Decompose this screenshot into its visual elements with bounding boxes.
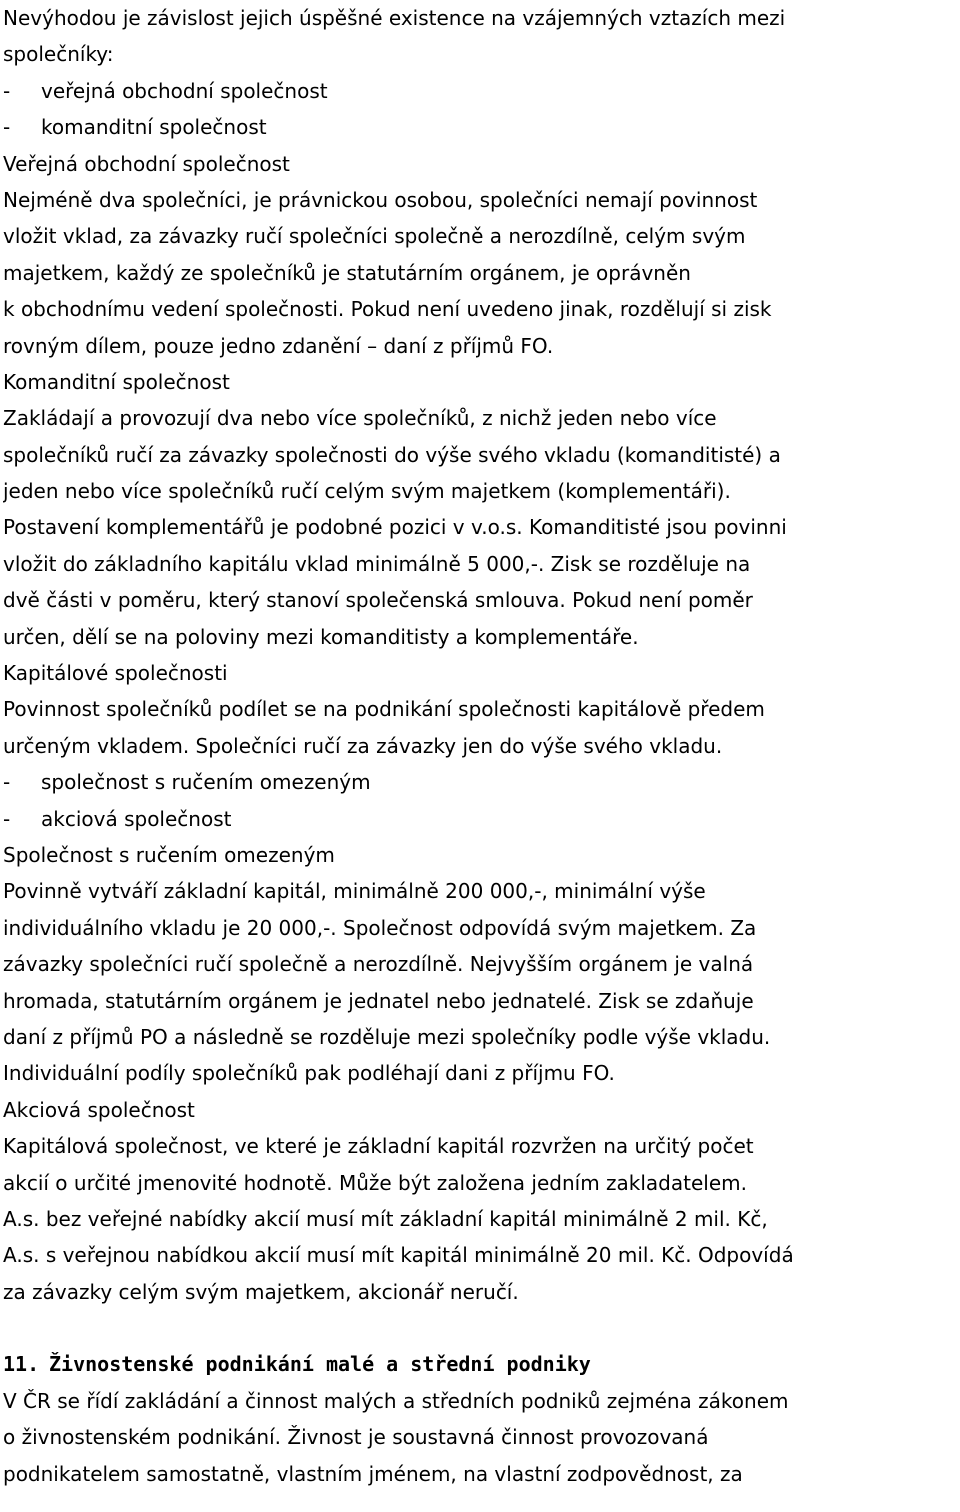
list-item-text: komanditní společnost [41,115,267,140]
paragraph-line: V ČR se řídí zakládání a činnost malých a středních podniků zejména zákonem [3,1388,789,1413]
paragraph-line: za závazky celým svým majetkem, akcionář neručí. [3,1279,519,1304]
section-title: Živnostenské podnikání malé a střední podniky [49,1352,591,1377]
subheading: Komanditní společnost [3,369,230,394]
paragraph-line: společníky: [3,42,114,67]
paragraph-line: vložit do základního kapitálu vklad minimálně 5 000,-. Zisk se rozděluje na [3,551,751,576]
list-item [3,764,952,800]
bullet-dash: - [3,115,11,140]
paragraph-line: A.s. s veřejnou nabídkou akcií musí mít kapitál minimálně 20 mil. Kč. Odpovídá [3,1243,794,1268]
paragraph-line: k obchodnímu vedení společnosti. Pokud není uvedeno jinak, rozdělují si zisk [3,297,772,322]
section-number: 11. [3,1352,40,1377]
paragraph-line: akcií o určité jmenovité hodnotě. Může být založena jedním zakladatelem. [3,1170,747,1195]
paragraph-line: Povinně vytváří základní kapitál, minimálně 200 000,-, minimální výše [3,879,706,904]
paragraph-line: závazky společníci ručí společně a nerozdílně. Nejvyšším orgánem je valná [3,952,754,977]
paragraph-line: Zakládají a provozují dva nebo více společníků, z nichž jeden nebo více [3,406,717,431]
list-item [3,109,952,145]
paragraph-line: daní z příjmů PO a následně se rozděluje mezi společníky podle výše vkladu. [3,1024,771,1049]
list-item-text: akciová společnost [41,806,232,831]
subheading: Akciová společnost [3,1097,195,1122]
bullet-dash: - [3,806,11,831]
paragraph-line: Povinnost společníků podílet se na podnikání společnosti kapitálově předem [3,697,765,722]
paragraph-line: individuálního vkladu je 20 000,-. Společnost odpovídá svým majetkem. Za [3,915,757,940]
subheading: Kapitálové společnosti [3,661,228,686]
list-item-text: veřejná obchodní společnost [41,78,328,103]
subheading: Společnost s ručením omezeným [3,842,335,867]
subheading: Veřejná obchodní společnost [3,151,290,176]
paragraph-line: majetkem, každý ze společníků je statutárním orgánem, je oprávněn [3,260,691,285]
paragraph-line: o živnostenském podnikání. Živnost je soustavná činnost provozovaná [3,1425,709,1450]
paragraph-line: Nevýhodou je závislost jejich úspěšné existence na vzájemných vztazích mezi [3,6,786,30]
paragraph-line: podnikatelem samostatně, vlastním jménem, na vlastní zodpovědnost, za [3,1461,743,1486]
section-heading [3,1346,952,1382]
paragraph-line: určeným vkladem. Společníci ručí za závazky jen do výše svého vkladu. [3,733,723,758]
paragraph-gap [3,1310,952,1346]
paragraph-line: Individuální podíly společníků pak podléhají dani z příjmu FO. [3,1061,615,1086]
list-item [3,801,952,837]
paragraph-line: společníků ručí za závazky společnosti do výše svého vkladu (komanditisté) a [3,442,781,467]
paragraph-line: dvě části v poměru, který stanoví společenská smlouva. Pokud není poměr [3,588,753,613]
paragraph-line: vložit vklad, za závazky ručí společníci společně a nerozdílně, celým svým [3,224,746,249]
paragraph-line: hromada, statutárním orgánem je jednatel nebo jednatelé. Zisk se zdaňuje [3,988,754,1013]
paragraph-line: A.s. bez veřejné nabídky akcií musí mít základní kapitál minimálně 2 mil. Kč, [3,1206,768,1231]
paragraph-line: Kapitálová společnost, ve které je základní kapitál rozvržen na určitý počet [3,1134,754,1159]
list-item-text: společnost s ručením omezeným [41,770,371,795]
paragraph-line: rovným dílem, pouze jedno zdanění – daní z příjmů FO. [3,333,554,358]
paragraph-line: určen, dělí se na poloviny mezi komanditisty a komplementáře. [3,624,639,649]
paragraph-line: Postavení komplementářů je podobné pozici v v.o.s. Komanditisté jsou povinni [3,515,787,540]
paragraph-line: Nejméně dva společníci, je právnickou osobou, společníci nemají povinnost [3,187,758,212]
bullet-dash: - [3,770,11,795]
list-item [3,73,952,109]
bullet-dash: - [3,78,11,103]
paragraph-line: jeden nebo více společníků ručí celým svým majetkem (komplementáři). [3,479,731,504]
